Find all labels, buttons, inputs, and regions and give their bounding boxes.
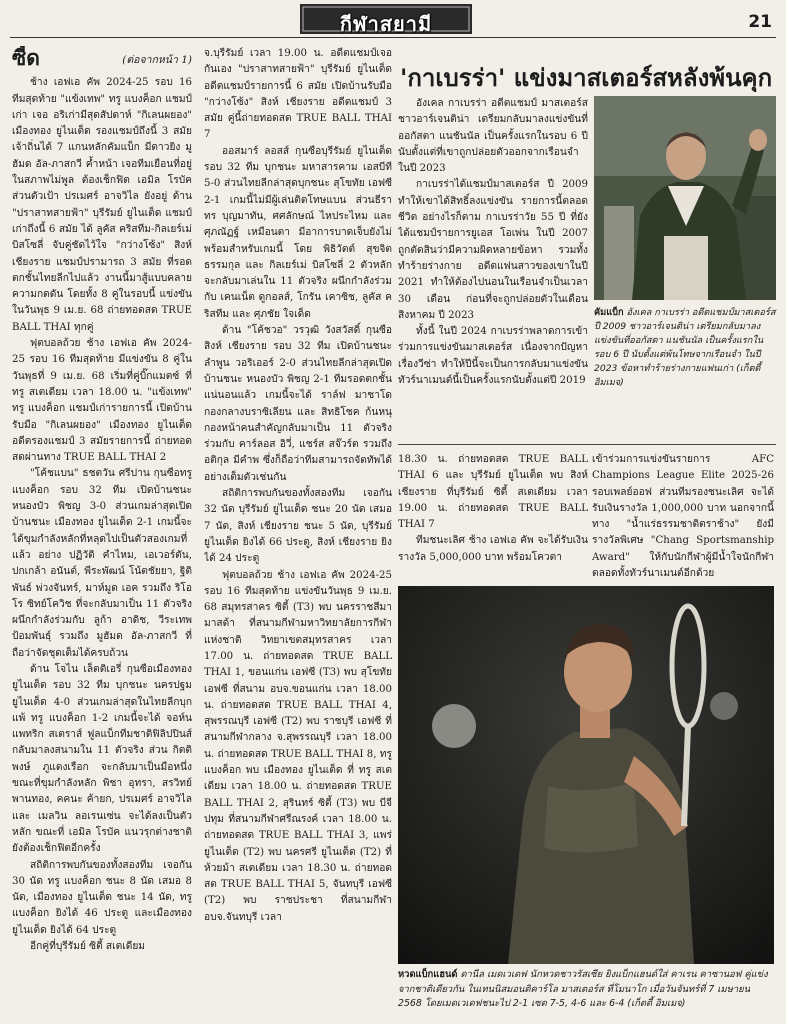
caption-text: ดานีล เมดเวเดฟ นักหวดชาวรัสเซีย ยิงแบ็กแฮนด์ใส่ คาเรน คาซานอฟ คู่แข่งจากชาติเดียวกัน ในเทนนิสมอนติคาร์โล มาสเตอร์ส ที่โมนาโก เมื่อวันจันทร์ที่ 7 เมษายน 2568 โดยเมดเวเดฟชนะไป 2-1 เซต 7-5, 4-6 และ 6-4 (เก็ตตี้ อิมเมจ) bbox=[398, 969, 768, 1009]
fa-cup-prize bbox=[592, 452, 774, 580]
article-paragraph: "โค้ชแบน" ธชตวัน ศรีปาน กุนซือทรู แบงค็อก รอบ 32 ทีม เปิดบ้านชนะ หนองบัว พิชญ 3-0 ส่วนเกมล่าสุดเปิดบ้านชนะ เมืองทอง ยูไนเต็ด 2-1 เกมนี้จะได้ขุมกำลังหลักที่หลุดไปเป็นตัวสองเกมที่แล้ว อย่าง ปฏิวัติ คำไหม, เอเวอร์ตัน, ปกเกล้า อนันต์, พีระพัฒน์ โน้ตชัยยา, ฐิติพันธ์ พ่วงจันทร์, มาห์มูด เอค รวมถึง ริโอโร ซิทย์โควิช ที่จะกลับมาเป็น 11 ตัวจริง ผนึกกำลังร่วมกับ ลูก้า อาดิช, วีระเทพ ป้อมพันธุ์ รวมถึง มูฮัมด อัล-ภาสกวี ที่ถือว่าจัดชุดเต็มได้ครบถ้วน bbox=[12, 468, 192, 659]
page-number: 21 bbox=[748, 12, 772, 32]
caption-lead: คัมแบ็ก bbox=[594, 307, 624, 318]
feature-paragraph: กาเบรร่าได้แชมป์มาสเตอร์ส ปี 2009 ทำให้เขาได้สิทธิ์ลงแข่งขัน รายการนี้ตลอดชีวิต อย่างไรก็ตาม กาเบรร่าวัย 55 ปี ที่ยังได้แชมป์รายการยูเอส โอเพ่น ในปี 2007 ถูกตัดสินว่ามีความผิดหลายข้อหา รวมทั้งทำร้ายร่างกาย อดีตแฟนสาวของเขาในปี 2021 ทำให้ต้องไปนอนในเรือนจำเป็นเวลา 30 เดือน ก่อนที่จะถูกปล่อยตัวในเดือนสิงหาคม ปี 2023 bbox=[398, 179, 588, 321]
section-divider bbox=[398, 444, 776, 445]
article-paragraph: ฟุตบอลถ้วย ช้าง เอฟเอ คัพ 2024-25 รอบ 16 ทีมสุดท้าย แข่งขันวันพุธ 9 เม.ย. 68 สมุทรสาคร ซิตี้ (T3) พบ นครราชสีมา มาสด้า ที่สนามกีฬามหาวิทยาลัยการกีฬาแห่งชาติ วิทยาเขตสมุทรสาคร เวลา 17.00 น. ถ่ายทอดสด TRUE BALL THAI 1, ขอนแก่น เอฟซี (T3) พบ สุโขทัย เอฟซี ที่สนาม อบจ.ขอนแก่น เวลา 18.00 น. ถ่ายทอดสด TRUE BALL THAI 4, สุพรรณบุรี เอฟซี (T2) พบ ราชบุรี เอฟซี ที่สนามกีฬากลาง จ.สุพรรณบุรี เวลา 18.00 น. ถ่ายทอดสด TRUE BALL THAI 8, ทรู แบงค็อก พบ เมืองทอง ยูไนเต็ด ที่ ทรู สเตเดียม เวลา 18.00 น. ถ่ายทอดสด TRUE BALL THAI 2, สุรินทร์ ซิตี้ (T3) พบ บีจี ปทุม ที่สนามกีฬาศรีณรงค์ เวลา 18.00 น. ถ่ายทอดสด TRUE BALL THAI 3, แพร่ ยูไนเต็ด (T2) พบ นครศรี ยูไนเต็ด (T2) ที่ห้วยม้า สเตเดียม เวลา 18.30 น. ถ่ายทอดสด TRUE BALL THAI 5, จันทบุรี เอฟซี (T2) พบ ราชประชา ที่สนามกีฬา อบจ.จันทบุรี เวลา bbox=[204, 569, 392, 923]
tennis-photo-caption bbox=[398, 968, 774, 1012]
article-paragraph: สถิติการพบกันของทั้งสองทีม เจอกัน 30 นัด ทรู แบงค็อก ชนะ 8 นัด เสมอ 8 นัด, เมืองทอง ยูไนเต็ด ชนะ 14 นัด, ทรู แบงค็อก ยิงได้ 46 ประตู และเมืองทอง ยูไนเต็ด ยิงได้ 64 ประตู bbox=[12, 859, 192, 936]
article-paragraph: อีกคู่ที่บุรีรัมย์ ซิตี้ สเตเดียม bbox=[30, 941, 146, 953]
golfer-photo bbox=[594, 96, 776, 300]
article-paragraph: ออสมาร์ ลอสส์ กุนซือบุรีรัมย์ ยูไนเต็ด รอบ 32 ทีม บุกชนะ มหาสารคาม เอสบีที 5-0 ส่วนไทยลีกล่าสุดบุกชนะ สุโขทัย เอฟซี 2-1 เกมนี้ไม่มีผู้เล่นติดโทษแบน ส่วนธีราทร บุญมาทัน, ศศลักษณ์ ไหประไหม และ ศุภณัฏฐ์ เหมือนตา มีอาการบาดเจ็บยังไม่พร้อมสำหรับเกมนี้ โดย พิธิวัตต์ สุขจิต ธรรมกุล และ กิลเยร์เม่ บิสโซลี่ 2 ตัวหลักจะกลับมาเล่นใน 11 ตัวจริง ผนึกกำลังร่วมกับ เคนเน็ต ดูกอลส์, โกรัน เคาซิช, ลูคัส คริสทีม และ ศุภชัย ใจเด็ด bbox=[204, 145, 392, 320]
article-paragraph: ด้าน โจไน เล็ตติเอรี่ กุนซือเมืองทอง ยูไนเต็ด รอบ 32 ทีม บุกชนะ นครปฐม ยูไนเต็ด 4-0 ส่วนเกมล่าสุดในไทยลีกบุกแพ้ ทรู แบงค็อก 1-2 เกมนี้จะได้ จอห์น แพทริก สเตราส์ ฟูลแบ็กทีมชาติฟิลิปปินส์ กลับมาลงสนามใน 11 ตัวจริง ส่วน กิตติพงษ์ ภูแดงเรือก จะกลับมาเป็นมือหนึ่ง ขณะที่ขุมกำลังหลัก พิชา อุทรา, สรวิทย์ พานทอง, คคนะ ค้ายก, ปรเมศร์ อาจวิไล และ เมลวิน ลอเรนเซ่น จะได้ลงเป็นตัวหลัก ขณะที่ เอมิล โรบัค แนวรุกต่างชาติยังต้องเช็กฟิตอีกครั้ง bbox=[12, 663, 192, 855]
tennis-photo bbox=[398, 586, 774, 964]
article-paragraph: ด้าน "โค้ชวอ" วรวุฒิ วังสวัสดิ์ กุนซือสิงห์ เชียงราย รอบ 32 ทีม เปิดบ้านชนะ ลำพูน วอริเออร์ 2-0 ส่วนไทยลีกล่าสุดเปิดบ้านชนะ หนองบัว พิชญ 2-1 ทีมรอดตกชั้นแน่นอนแล้ว เกมนี้จะได้ ราล์ฟ มาชาโด กองกลางบราซิเลียน และ สิทธิโชค ก้นหนุ กองหน้าคนสำคัญกลับมาเป็น 11 ตัวจริงร่วมกับ คาร์ลอส อิวี่, แชร์ส สจ๊วร์ต รวมถึง อติกุล มีคำพ ซึ่งก็ถือว่าทีมสามารถจัดทัพได้อย่างเต็มตัวเช่นกัน bbox=[204, 325, 392, 483]
feature-headline: 'กาเบรร่า' แข่งมาสเตอร์สหลังพ้นคุก bbox=[400, 64, 773, 92]
feature-paragraph: อังเคล กาเบรร่า อดีตแชมป์ มาสเตอร์ส ชาวอาร์เจนติน่า เตรียมกลับมาลงแข่งขันที่ออกัสตา แนชันนัล เป็นครั้งแรกในรอบ 6 ปี นับตั้งแต่ที่เขาถูกปล่อยตัวออกจากเรือนจำในปี 2023 bbox=[398, 98, 588, 175]
continued-note: (ต่อจากหน้า 1) bbox=[122, 54, 192, 66]
top-rule bbox=[10, 37, 776, 38]
golfer-photo-caption bbox=[594, 306, 776, 390]
article-paragraph: ฟุตบอลถ้วย ช้าง เอฟเอ คัพ 2024-25 รอบ 16 ทีมสุดท้าย มีแข่งขัน 8 คู่ในวันพุธที่ 9 เม.ย. 68 เริ่มที่คู่บิ๊กแมตซ์ ที่ ทรู สเตเดียม เวลา 18.00 น. "แข้งเทพ" ทรู แบงค็อก แชมป์เก่ารายการนี้ เปิดบ้านรับมือ "กิเลนผยอง" เมืองทอง ยูไนเต็ด อดีตรองแชมป์ 3 สมัยรายการนี้ ถ่ายทอดสดผ่านทาง TRUE BALL THAI 2 bbox=[12, 338, 192, 464]
feature-body bbox=[398, 96, 588, 438]
fa-cup-continued bbox=[398, 452, 588, 580]
left-column bbox=[12, 46, 192, 1021]
article-paragraph: ทีมชนะเลิศ ช้าง เอฟเอ คัพ จะได้รับเงินรางวัล 5,000,000 บาท พร้อมโควตา bbox=[398, 535, 588, 563]
masthead-title: กีฬาสยามี bbox=[339, 12, 433, 36]
article-paragraph: 18.30 น. ถ่ายทอดสด TRUE BALL THAI 6 และ บุรีรัมย์ ยูไนเต็ด พบ สิงห์ เชียงราย ที่บุรีรัมย์ ซิตี้ สเตเดียม เวลา 19.00 น. ถ่ายทอดสด TRUE BALL THAI 7 bbox=[398, 454, 588, 531]
article-paragraph: ช้าง เอฟเอ คัพ 2024-25 รอบ 16 ทีมสุดท้าย "แข้งเทพ" ทรู แบงค็อก แชมป์เก่า เจอ อริเก่ามีสุดสัปดาห์ "กิเลนผยอง" เมืองทอง ยูไนเต็ด รองแชมป์ถึงนี้ 3 สมัย เจ้าถิ่นได้ 7 แกนหลักคัมแบ็ก มีดาวยิง มูฮัมด อัล-ภาสกวี ค้ำหน้า เจอทีมเยือนที่อยู่ในสภาพไม่พูล ต้องเช็กฟิต เอมิล โรบัค ส่วนตัวเป้า ปรเมศร์ อาจวิไล ยังอยู่ ด้าน "ปราสาทสายฟ้า" บุรีรัมย์ ยูไนเต็ด แชมป์เก่าถึงนี้ 6 สมัย ได้ ลูคัส คริสทีม-กิลเยร์เม่ บิสโซลี่ จับคู่ชัดไว้ใจ "กว่างโซ้ง" สิงห์ เชียงราย แชมป์ปรามารถ 3 สมัย ที่รอดตกชั้นไทยลีกไปแล้ว งานนี้มาสู้แบบคลายความกดดัน โดยทั้ง 8 คู่ในรอบนี้ แข่งขันในวันพุธ 9 เม.ย. 68 ถ่ายทอดสด TRUE BALL THAI ทุกคู่ bbox=[12, 77, 192, 333]
caption-lead: หวดแบ็กแฮนด์ bbox=[398, 969, 458, 980]
second-column bbox=[204, 46, 392, 1021]
section-title: ซี้ด bbox=[12, 46, 40, 70]
article-paragraph: จ.บุรีรัมย์ เวลา 19.00 น. อดีตแชมป์เจอกันเอง "ปราสาทสายฟ้า" บุรีรัมย์ ยูไนเต็ด อดีตแชมป์รายการนี้ 6 สมัย เปิดบ้านรับมือ "กว่างโซ้ง" สิงห์ เชียงราย อดีตแชมป์ 3 สมัย คู่นี้ถ่ายทอดสด TRUE BALL THAI 7 bbox=[204, 48, 392, 141]
article-paragraph: สถิติการพบกันของทั้งสองทีม เจอกัน 32 นัด บุรีรัมย์ ยูไนเต็ด ชนะ 20 นัด เสมอ 7 นัด, สิงห์ เชียงราย ชนะ 5 นัด, บุรีรัมย์ ยูไนเต็ด ยิงได้ 66 ประตู, สิงห์ เชียงราย ยิงได้ 24 ประตู bbox=[204, 488, 392, 565]
golfer-photo-image bbox=[594, 96, 776, 300]
caption-text: อังเคล กาเบรร่า อดีตแชมป์มาสเตอร์ส ปี 2009 ชาวอาร์เจนติน่า เตรียมกลับมาลงแข่งขันที่ออกัสตา แนชันนัล เป็นครั้งแรกในรอบ 6 ปี นับตั้งแต่พ้นโทษจากเรือนจำ ในปี 2023 ข้อหาทำร้ายร่างกายแฟนเก่า (เก็ตตี้ อิมเมจ) bbox=[594, 307, 776, 388]
article-paragraph: เข้าร่วมการแข่งขันรายการ AFC Champions League Elite 2025-26 รอบเพลย์ออฟ ส่วนทีมรองชนะเลิศ จะได้รับเงินรางวัล 1,000,000 บาท นอกจากนี้ทาง "น้ำแร่ธรรมชาติตราช้าง" ยังมีรางวัลพิเศษ "Chang Sportsmanship Award" ให้กับนักกีฬาผู้มีน้ำใจนักกีฬาตลอดทั้งทัวร์นาเมนต์อีกด้วย bbox=[592, 454, 774, 580]
tennis-photo-image bbox=[398, 586, 774, 964]
masthead bbox=[0, 0, 786, 40]
feature-paragraph: ทั้งนี้ ในปี 2024 กาเบรร่าพลาดการเข้าร่วมการแข่งขันมาสเตอร์ส เนื่องจากปัญหาเรื่องวีซ่า ทำให้ปีนี้จะเป็นการกลับมาแข่งขันทัวร์นาเมนต์นี้เป็นครั้งแรกนับตั้งแต่ปี 2019 bbox=[398, 326, 588, 387]
